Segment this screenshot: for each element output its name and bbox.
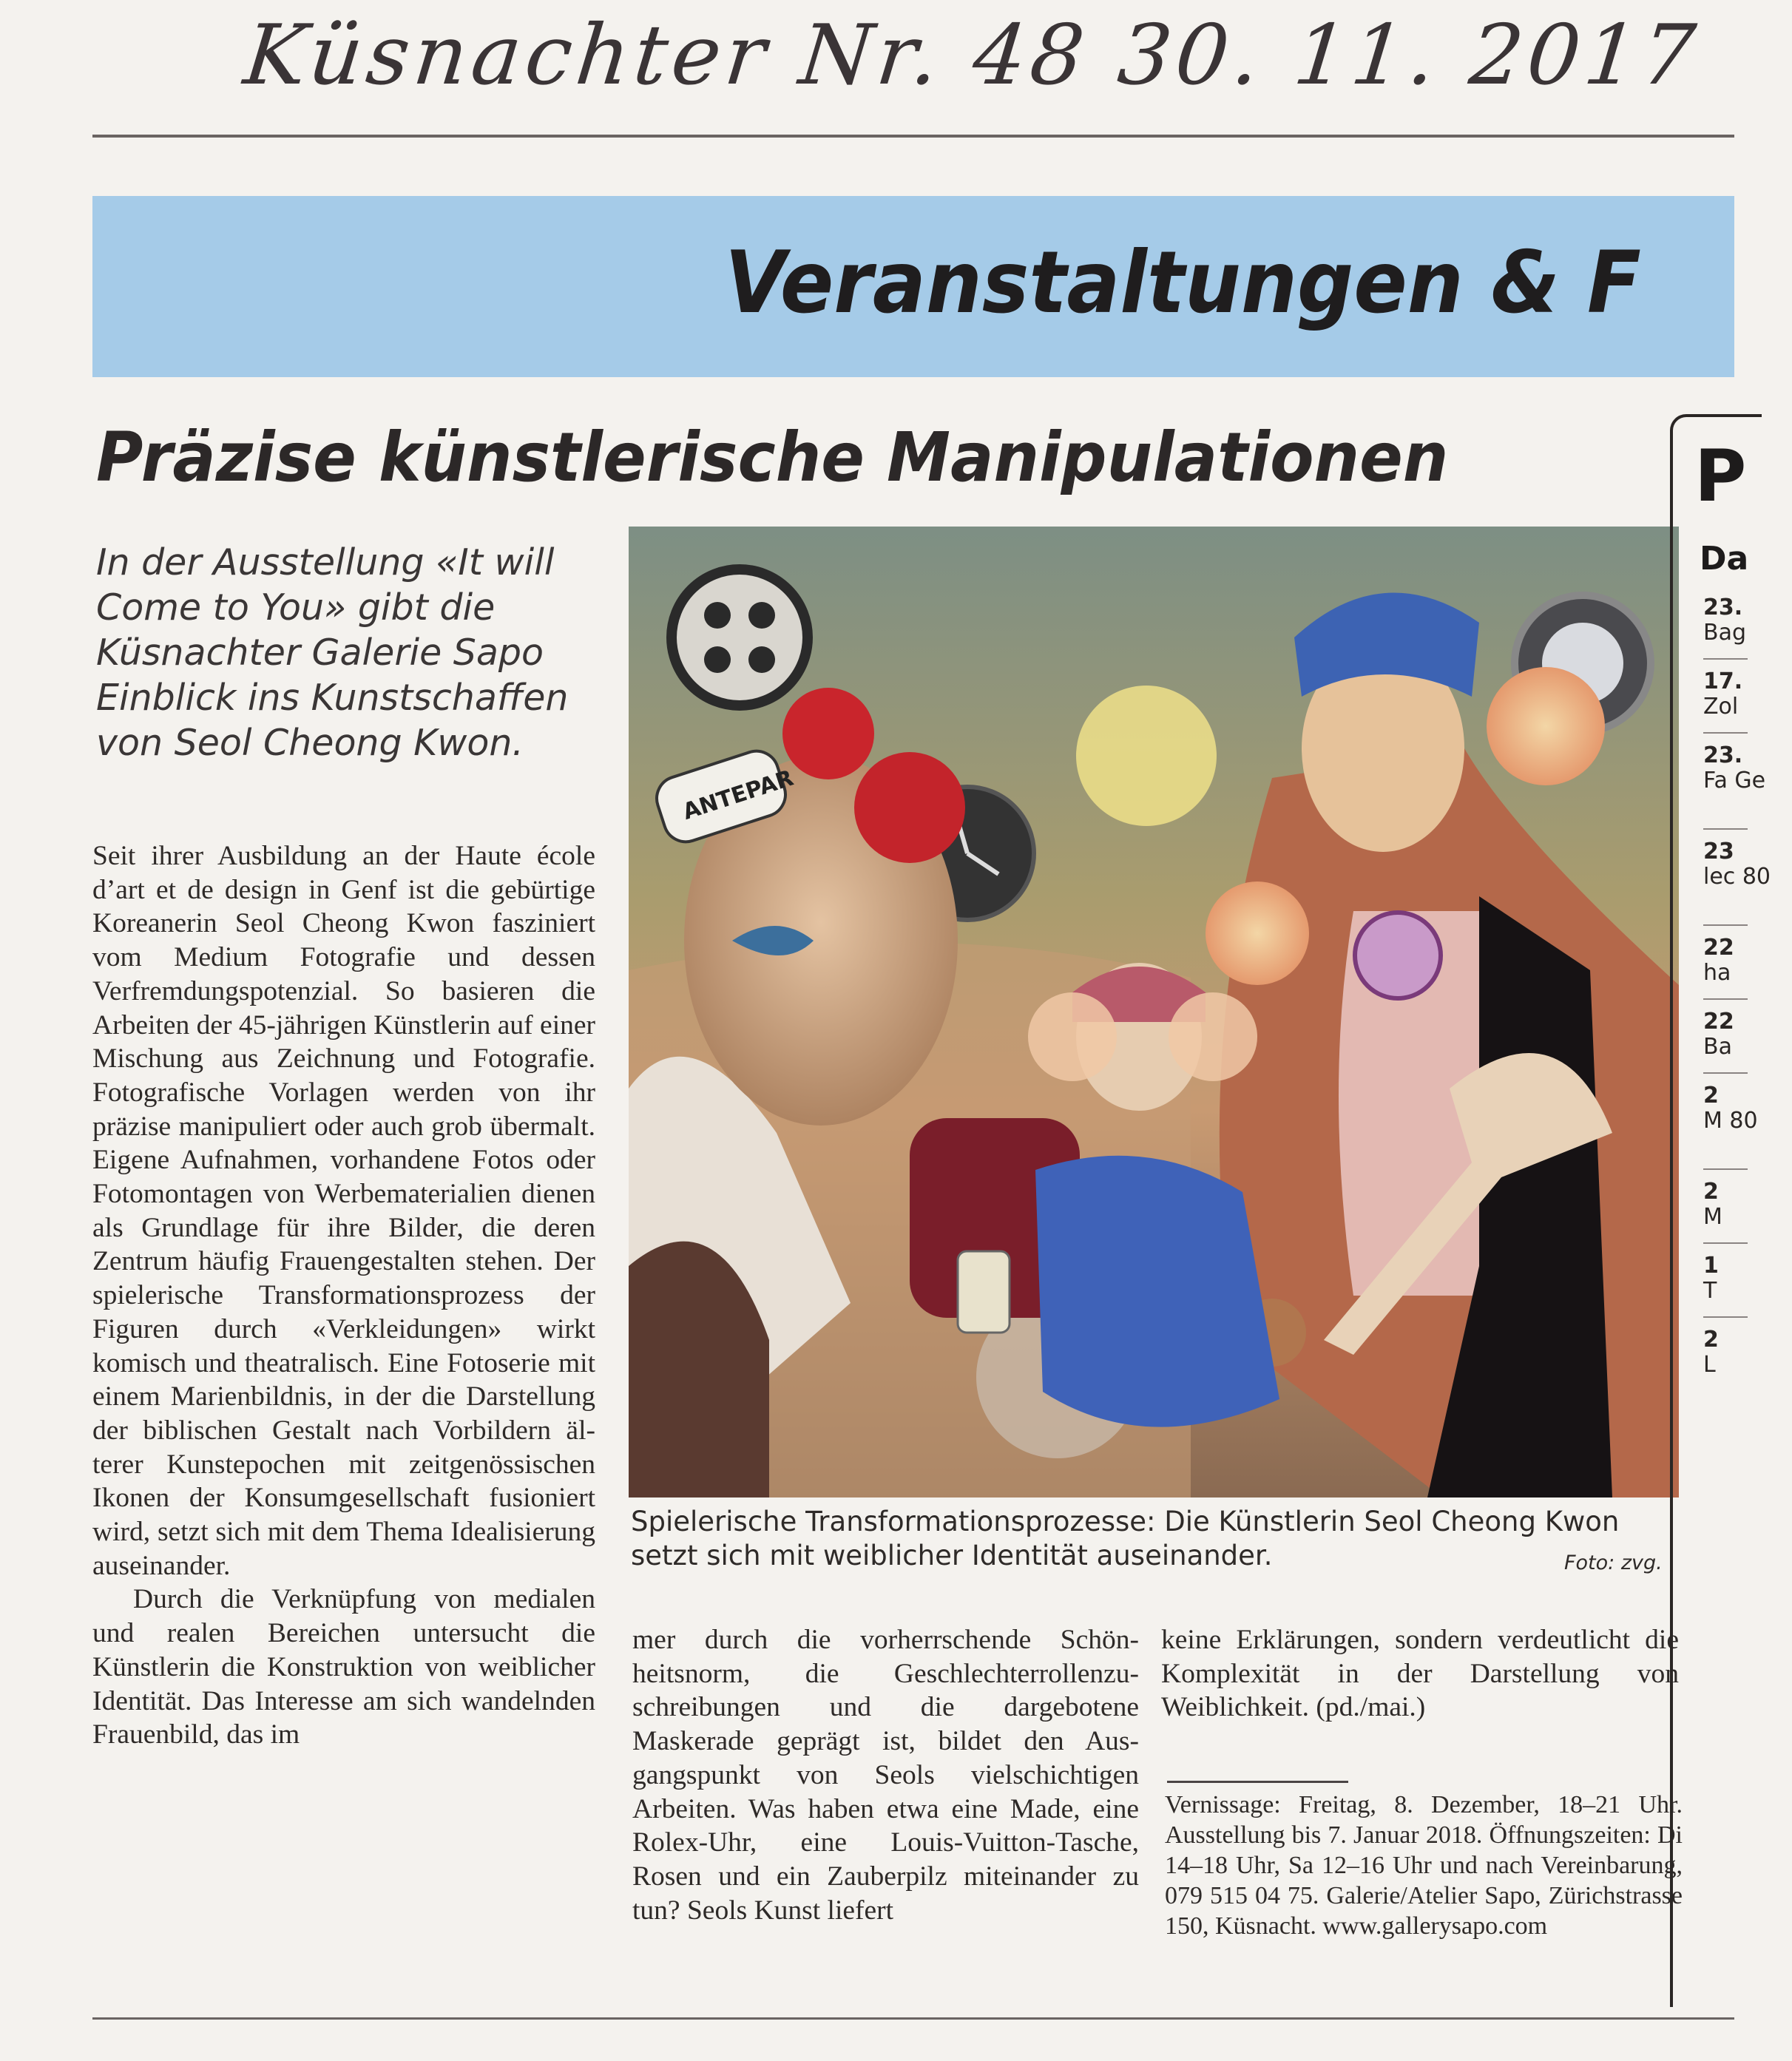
- article-column-3: keine Erklärungen, sondern verdeutlicht die Komplexität in der Darstellung von Weiblichkeit. (pd./mai.): [1161, 1625, 1679, 1723]
- clock-left: [672, 569, 808, 705]
- sidebar-divider: [1703, 658, 1748, 660]
- photo-caption: Spielerische Transformationsprozesse: Die Künstlerin Seol Cheong Kwon setzt sich mit weiblicher Identität auseinander.: [631, 1506, 1620, 1571]
- sidebar-entry: 23. Bag: [1703, 595, 1747, 646]
- child-figure: [1028, 963, 1279, 1427]
- sidebar-entry: 2 M: [1703, 1179, 1722, 1230]
- sidebar-entry: 22 Ba: [1703, 1009, 1734, 1060]
- sidebar-entry: 23. Fa Ge: [1703, 742, 1766, 793]
- event-sidebar: [1670, 414, 1771, 2004]
- sidebar-entry: 1 T: [1703, 1253, 1719, 1304]
- sidebar-divider: [1703, 998, 1748, 1000]
- sidebar-divider: [1703, 1168, 1748, 1170]
- section-band: [92, 196, 1734, 377]
- paragraph-1: Seit ihrer Ausbildung an der Haute école d’art et de design in Genf ist die gebürtige Koreanerin Seol Cheong Kwon fasziniert vom Medium Fotografie und dessen Verfremdungspotenzial. So basieren die Arbeiten der 45-jährigen Künstlerin auf einer Mischung aus Zeichnung und Fotografie. Fotografische Vorlagen werden von ihr präzise manipuliert oder auch grob übermalt. Eigene Aufnahmen, vorhandene Fotos oder Fotomontagen von Werbematerialien dienen als Grundlage für ihre Bilder, die deren Zentrum häufig Frauengestalten stehen. Der spielerische Transformationsprozess der Figuren durch «Verkleidungen» wirkt komisch und theatralisch. Eine Fotoserie mit einem Marienbildnis, in der die Darstellung der biblischen Gestalt nach Vorbildern älterer Kunstepochen mit zeitgenössischen Ikonen der Konsumgesellschaft fusioniert wird, setzt sich mit dem Thema Idealisierung auseinander.: [92, 841, 595, 1581]
- handwritten-note: Küsnachter Nr. 48 30. 11. 2017: [240, 7, 1704, 104]
- sidebar-divider: [1703, 1242, 1748, 1244]
- article-lead: In der Ausstellung «It will Come to You» gibt die Küsnachter Galerie Sapo Einblick ins Kunstschaffen von Seol Cheong Kwon.: [96, 541, 569, 764]
- sidebar-divider: [1703, 1072, 1748, 1074]
- artwork-image: [629, 527, 1679, 1497]
- photo-credit: Foto: zvg.: [1564, 1551, 1663, 1574]
- article-column-2: mer durch die vorherrschende Schönheitsnorm, die Geschlechterrollenzuschreibungen und die dargebotene Maskerade geprägt ist, bildet den Ausgangspunkt von Seols vielschichtigen Arbeiten. Was haben etwa eine Made, eine Rolex-Uhr, eine Louis-Vuitton-Tasche, Rosen und ein Zauberpilz miteinander zu tun? Seols Kunst liefert: [632, 1625, 1139, 1926]
- article-column-1: [92, 839, 595, 1752]
- sidebar-divider: [1703, 828, 1748, 830]
- sidebar-divider: [1703, 732, 1748, 734]
- sidebar-entry: 17. Zol: [1703, 669, 1743, 720]
- article-headline: Präzise künstlerische Manipulationen: [96, 418, 1449, 497]
- bottom-rule: [92, 2017, 1734, 2020]
- sidebar-entry: 2 L: [1703, 1327, 1719, 1378]
- top-rule: [92, 135, 1734, 138]
- event-info: Vernissage: Freitag, 8. Dezember, 18–21 Uhr. Ausstellung bis 7. Januar 2018. Öffnungszeiten: Di 14–18 Uhr, Sa 12–16 Uhr und nach Vereinbarung, 079 515 04 75. Galerie/Atelier Sapo, Zürichstrasse 150, Küsnacht. www.gallerysapo.com: [1165, 1791, 1683, 1940]
- sidebar-title: P: [1694, 435, 1747, 518]
- sidebar-entry: 23 lec 80: [1703, 839, 1771, 890]
- cap-label: ANTEPAR: [679, 765, 797, 825]
- sidebar-entry: 2 M 80: [1703, 1083, 1758, 1134]
- paragraph-2: Durch die Verknüpfung von medialen und realen Bereichen untersucht die Künstlerin die Konstruktion von weiblicher Identität. Das Interesse am sich wandelnden Frauenbild, das im: [92, 1584, 595, 1750]
- sidebar-entry: 22 ha: [1703, 935, 1734, 986]
- section-title: Veranstaltungen & F: [725, 233, 1641, 333]
- sidebar-heading: Da: [1700, 540, 1749, 578]
- artwork-photo: [629, 527, 1679, 1497]
- sidebar-divider: [1703, 1316, 1748, 1318]
- info-divider: [1167, 1781, 1348, 1783]
- sidebar-divider: [1703, 924, 1748, 926]
